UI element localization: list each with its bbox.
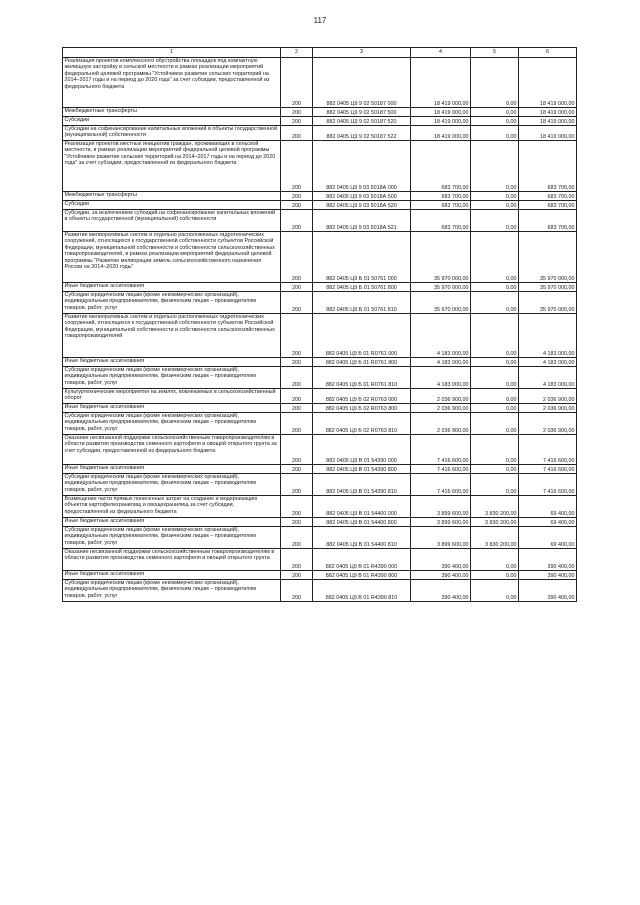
cell-cls: 882 0405 Ц9 Б 01 R0761 000 [313, 314, 411, 358]
cell-v3: 683 700,00 [519, 201, 577, 210]
cell-v2: 0,00 [471, 474, 519, 496]
cell-name: Субсидии [63, 201, 281, 210]
table-row [63, 117, 577, 126]
cell-name: Иные бюджетные ассигнования [63, 283, 281, 292]
cell-v2: 0,00 [471, 389, 519, 404]
cell-cls: 882 0405 Ц9 В 01 54390 810 [313, 474, 411, 496]
cell-v2: 0,00 [471, 571, 519, 580]
cell-v2: 0,00 [471, 117, 519, 126]
column-header: 6 [519, 48, 577, 58]
cell-v1: 2 036 900,00 [411, 389, 471, 404]
cell-name: Субсидии юридическим лицам (кроме некоммерческих организаций), индивидуальным предпринимателям, физическим лицам – производителям товаров, работ, услуг [63, 580, 281, 602]
cell-v1: 3 899 600,00 [411, 496, 471, 518]
cell-cls: 882 0405 Ц9 9 03 5018А 520 [313, 201, 411, 210]
cell-v2: 0,00 [471, 358, 519, 367]
table-row [63, 404, 577, 413]
budget-table [62, 47, 577, 602]
cell-v3: 2 036 900,00 [519, 413, 577, 435]
table-row [63, 201, 577, 210]
cell-code: 200 [281, 314, 313, 358]
cell-v2: 0,00 [471, 404, 519, 413]
cell-code: 200 [281, 435, 313, 465]
cell-cls: 882 0405 Ц9 9 02 50187 522 [313, 126, 411, 141]
cell-v1: 18 419 000,00 [411, 126, 471, 141]
cell-v3: 18 419 000,00 [519, 58, 577, 108]
cell-v1: 4 183 000,00 [411, 314, 471, 358]
cell-code: 200 [281, 232, 313, 283]
cell-name: Возмещение части прямых понесенных затрат на создание и модернизацию объектов картофелехранилищ и овощехранилищ за счет субсидии, предоставленной из федерального бюджета [63, 496, 281, 518]
cell-v3: 35 970 000,00 [519, 232, 577, 283]
cell-name: Субсидии юридическим лицам (кроме некоммерческих организаций), индивидуальным предпринимателям, физическим лицам – производителям товаров, работ, услуг [63, 527, 281, 549]
cell-cls: 882 0405 Ц9 Б 01 R0761 810 [313, 367, 411, 389]
cell-name: Субсидии юридическим лицам (кроме некоммерческих организаций), индивидуальным предпринимателям, физическим лицам – производителям товаров, работ, услуг [63, 413, 281, 435]
cell-name: Межбюджетные трансферты [63, 108, 281, 117]
cell-v3: 2 036 900,00 [519, 404, 577, 413]
table-row [63, 141, 577, 192]
cell-name: Субсидии на софинансирование капитальных вложений в объекты государственной (муниципальной) собственности [63, 126, 281, 141]
cell-v1: 390 400,00 [411, 580, 471, 602]
cell-code: 200 [281, 141, 313, 192]
cell-v3: 2 036 900,00 [519, 389, 577, 404]
cell-code: 200 [281, 496, 313, 518]
cell-v1: 390 400,00 [411, 549, 471, 571]
cell-code: 200 [281, 474, 313, 496]
table-row [63, 518, 577, 527]
cell-name: Развитие мелиоративных систем и отдельно расположенных гидротехнических сооружений, относящихся к государственной собственности субъектов Российской Федерации, муниципальной собственности и собственности сельскохозяйственных товаропроизводителей, в рамках реализации мероприятий федеральной целевой программы "Развитие мелиорации земель сельскохозяйственного назначения России на 2014–2020 годы" [63, 232, 281, 283]
table-row [63, 358, 577, 367]
cell-v2: 0,00 [471, 210, 519, 232]
cell-v3: 4 183 000,00 [519, 314, 577, 358]
cell-v3: 7 416 600,00 [519, 465, 577, 474]
cell-name: Оказание несвязанной поддержки сельскохозяйственным товаропроизводителям в области развития производства семенного картофеля и овощей открытого грунта за счет субсидии, предоставленной из федерального бюджета [63, 435, 281, 465]
cell-code: 200 [281, 413, 313, 435]
cell-v1: 35 970 000,00 [411, 283, 471, 292]
table-row [63, 192, 577, 201]
cell-v2: 0,00 [471, 201, 519, 210]
table-row [63, 283, 577, 292]
cell-code: 200 [281, 192, 313, 201]
cell-cls: 882 0405 Ц9 Б 02 R0763 810 [313, 413, 411, 435]
cell-v2: 3 830 200,00 [471, 496, 519, 518]
table-row [63, 435, 577, 465]
cell-v2: 0,00 [471, 435, 519, 465]
cell-v3: 390 400,00 [519, 580, 577, 602]
table-row [63, 232, 577, 283]
cell-v1: 18 419 000,00 [411, 117, 471, 126]
cell-cls: 882 0405 Ц9 Б 02 R0763 000 [313, 389, 411, 404]
table-row [63, 465, 577, 474]
cell-name: Иные бюджетные ассигнования [63, 465, 281, 474]
cell-name: Субсидии юридическим лицам (кроме некоммерческих организаций), индивидуальным предпринимателям, физическим лицам – производителям товаров, работ, услуг [63, 292, 281, 314]
table-row [63, 571, 577, 580]
cell-v3: 390 400,00 [519, 549, 577, 571]
column-header: 1 [63, 48, 281, 58]
cell-cls: 882 0405 Ц9 В 01 54390 000 [313, 435, 411, 465]
cell-v1: 35 970 000,00 [411, 232, 471, 283]
cell-cls: 882 0405 Ц9 В 01 54400 000 [313, 496, 411, 518]
column-header: 3 [313, 48, 411, 58]
cell-v2: 0,00 [471, 314, 519, 358]
cell-v2: 0,00 [471, 58, 519, 108]
column-header: 5 [471, 48, 519, 58]
cell-name: Субсидии [63, 117, 281, 126]
cell-v3: 18 419 000,00 [519, 117, 577, 126]
cell-cls: 882 0405 Ц9 9 03 5018А 500 [313, 192, 411, 201]
cell-cls: 882 0405 Ц9 9 02 50187 000 [313, 58, 411, 108]
cell-cls: 882 0405 Ц9 9 03 5018А 521 [313, 210, 411, 232]
table-row [63, 292, 577, 314]
cell-name: Межбюджетные трансферты [63, 192, 281, 201]
cell-code: 200 [281, 201, 313, 210]
cell-v3: 18 419 000,00 [519, 126, 577, 141]
cell-v2: 0,00 [471, 413, 519, 435]
table-row [63, 413, 577, 435]
cell-v3: 35 970 000,00 [519, 283, 577, 292]
cell-v2: 0,00 [471, 283, 519, 292]
cell-v2: 3 830 200,00 [471, 518, 519, 527]
cell-name: Оказание несвязанной поддержки сельскохозяйственным товаропроизводителям в области развития производства семенного картофеля и овощей открытого грунта [63, 549, 281, 571]
cell-code: 200 [281, 292, 313, 314]
cell-v3: 7 416 600,00 [519, 474, 577, 496]
table-row [63, 108, 577, 117]
cell-cls: 882 0405 Ц9 Б 01 50761 800 [313, 283, 411, 292]
cell-v1: 683 700,00 [411, 210, 471, 232]
cell-v2: 3 830 200,00 [471, 527, 519, 549]
cell-cls: 882 0405 Ц9 Б 01 R0761 800 [313, 358, 411, 367]
cell-code: 200 [281, 108, 313, 117]
cell-cls: 882 0405 Ц9 Б 01 50761 000 [313, 232, 411, 283]
cell-v2: 0,00 [471, 367, 519, 389]
table-row [63, 474, 577, 496]
table-row [63, 389, 577, 404]
cell-cls: 882 0405 Ц9 9 03 5018А 000 [313, 141, 411, 192]
table-row [63, 580, 577, 602]
cell-v1: 683 700,00 [411, 141, 471, 192]
cell-cls: 882 0405 Ц9 В 01 R4390 000 [313, 549, 411, 571]
cell-cls: 882 0405 Ц9 В 01 R4390 800 [313, 571, 411, 580]
cell-name: Субсидии юридическим лицам (кроме некоммерческих организаций), индивидуальным предпринимателям, физическим лицам – производителям товаров, работ, услуг [63, 367, 281, 389]
cell-v2: 0,00 [471, 232, 519, 283]
cell-cls: 882 0405 Ц9 9 02 50187 520 [313, 117, 411, 126]
cell-v1: 683 700,00 [411, 192, 471, 201]
cell-name: Реализация проектов комплексного обустройства площадок под компактную жилищную застройку в сельской местности в рамках реализации мероприятий федеральной целевой программы "Устойчивое развитие сельских территорий на 2014–2017 годы и на период до 2020 года" за счет субсидии, предоставленной из федерального бюджета [63, 58, 281, 108]
cell-name: Реализация проектов местных инициатив граждан, проживающих в сельской местности, в рамках реализации мероприятий федеральной целевой программы "Устойчивое развитие сельских территорий на 2014–2017 годы и на период до 2020 года" за счет субсидии, предоставленной из федерального бюджета [63, 141, 281, 192]
cell-v3: 69 400,00 [519, 527, 577, 549]
cell-v1: 683 700,00 [411, 201, 471, 210]
cell-code: 200 [281, 465, 313, 474]
cell-name: Иные бюджетные ассигнования [63, 358, 281, 367]
cell-v1: 3 899 600,00 [411, 518, 471, 527]
cell-v1: 7 416 600,00 [411, 465, 471, 474]
cell-code: 200 [281, 283, 313, 292]
cell-v3: 683 700,00 [519, 141, 577, 192]
cell-v1: 2 036 900,00 [411, 413, 471, 435]
cell-name: Субсидии, за исключением субсидий на софинансирование капитальных вложений в объекты государственной (муниципальной) собственности [63, 210, 281, 232]
cell-v2: 0,00 [471, 292, 519, 314]
cell-v3: 4 183 000,00 [519, 358, 577, 367]
cell-v2: 0,00 [471, 108, 519, 117]
page-number: 117 [313, 16, 327, 25]
cell-name: Иные бюджетные ассигнования [63, 518, 281, 527]
cell-v2: 0,00 [471, 192, 519, 201]
cell-code: 200 [281, 58, 313, 108]
header-row [63, 48, 577, 58]
table-row [63, 496, 577, 518]
cell-name: Культуртехнические мероприятия на землях, вовлекаемых в сельскохозяйственный оборот [63, 389, 281, 404]
cell-cls: 882 0405 Ц9 В 01 54400 800 [313, 518, 411, 527]
cell-code: 200 [281, 367, 313, 389]
column-header: 2 [281, 48, 313, 58]
cell-v3: 390 400,00 [519, 571, 577, 580]
cell-cls: 882 0405 Ц9 Б 01 50761 810 [313, 292, 411, 314]
cell-v2: 0,00 [471, 126, 519, 141]
cell-code: 200 [281, 549, 313, 571]
table-row [63, 210, 577, 232]
cell-v1: 18 419 000,00 [411, 108, 471, 117]
column-header: 4 [411, 48, 471, 58]
cell-v3: 69 400,00 [519, 496, 577, 518]
cell-code: 200 [281, 389, 313, 404]
cell-v2: 0,00 [471, 549, 519, 571]
cell-v1: 4 183 000,00 [411, 358, 471, 367]
cell-v3: 7 416 600,00 [519, 435, 577, 465]
cell-cls: 882 0405 Ц9 Б 02 R0763 800 [313, 404, 411, 413]
cell-v3: 4 183 000,00 [519, 367, 577, 389]
table-row [63, 367, 577, 389]
cell-v3: 18 419 000,00 [519, 108, 577, 117]
cell-v3: 683 700,00 [519, 210, 577, 232]
cell-v1: 35 970 000,00 [411, 292, 471, 314]
cell-v3: 35 970 000,00 [519, 292, 577, 314]
cell-code: 200 [281, 126, 313, 141]
cell-code: 200 [281, 117, 313, 126]
cell-code: 200 [281, 527, 313, 549]
cell-cls: 882 0405 Ц9 9 02 50187 500 [313, 108, 411, 117]
cell-name: Иные бюджетные ассигнования [63, 404, 281, 413]
cell-v3: 683 700,00 [519, 192, 577, 201]
cell-name: Развитие мелиоративных систем и отдельно расположенных гидротехнических сооружений, относящихся к государственной собственности субъектов Российской Федерации, муниципальной собственности и собственности сельскохозяйственных товаропроизводителей [63, 314, 281, 358]
cell-code: 200 [281, 404, 313, 413]
cell-cls: 882 0405 Ц9 В 01 54390 800 [313, 465, 411, 474]
cell-v1: 18 419 000,00 [411, 58, 471, 108]
cell-v1: 7 416 600,00 [411, 474, 471, 496]
cell-v2: 0,00 [471, 580, 519, 602]
cell-v2: 0,00 [471, 465, 519, 474]
table-row [63, 58, 577, 108]
cell-v1: 2 036 900,00 [411, 404, 471, 413]
cell-cls: 882 0405 Ц9 В 01 54400 810 [313, 527, 411, 549]
cell-code: 200 [281, 580, 313, 602]
cell-v1: 3 899 600,00 [411, 527, 471, 549]
cell-code: 200 [281, 571, 313, 580]
cell-v2: 0,00 [471, 141, 519, 192]
cell-code: 200 [281, 518, 313, 527]
cell-code: 200 [281, 210, 313, 232]
cell-name: Субсидии юридическим лицам (кроме некоммерческих организаций), индивидуальным предпринимателям, физическим лицам – производителям товаров, работ, услуг [63, 474, 281, 496]
table-row [63, 126, 577, 141]
table-row [63, 527, 577, 549]
table-row [63, 549, 577, 571]
cell-v3: 69 400,00 [519, 518, 577, 527]
cell-v1: 7 416 600,00 [411, 435, 471, 465]
table-row [63, 314, 577, 358]
cell-v1: 390 400,00 [411, 571, 471, 580]
cell-code: 200 [281, 358, 313, 367]
cell-v1: 4 183 000,00 [411, 367, 471, 389]
cell-cls: 882 0405 Ц9 В 01 R4390 810 [313, 580, 411, 602]
cell-name: Иные бюджетные ассигнования [63, 571, 281, 580]
